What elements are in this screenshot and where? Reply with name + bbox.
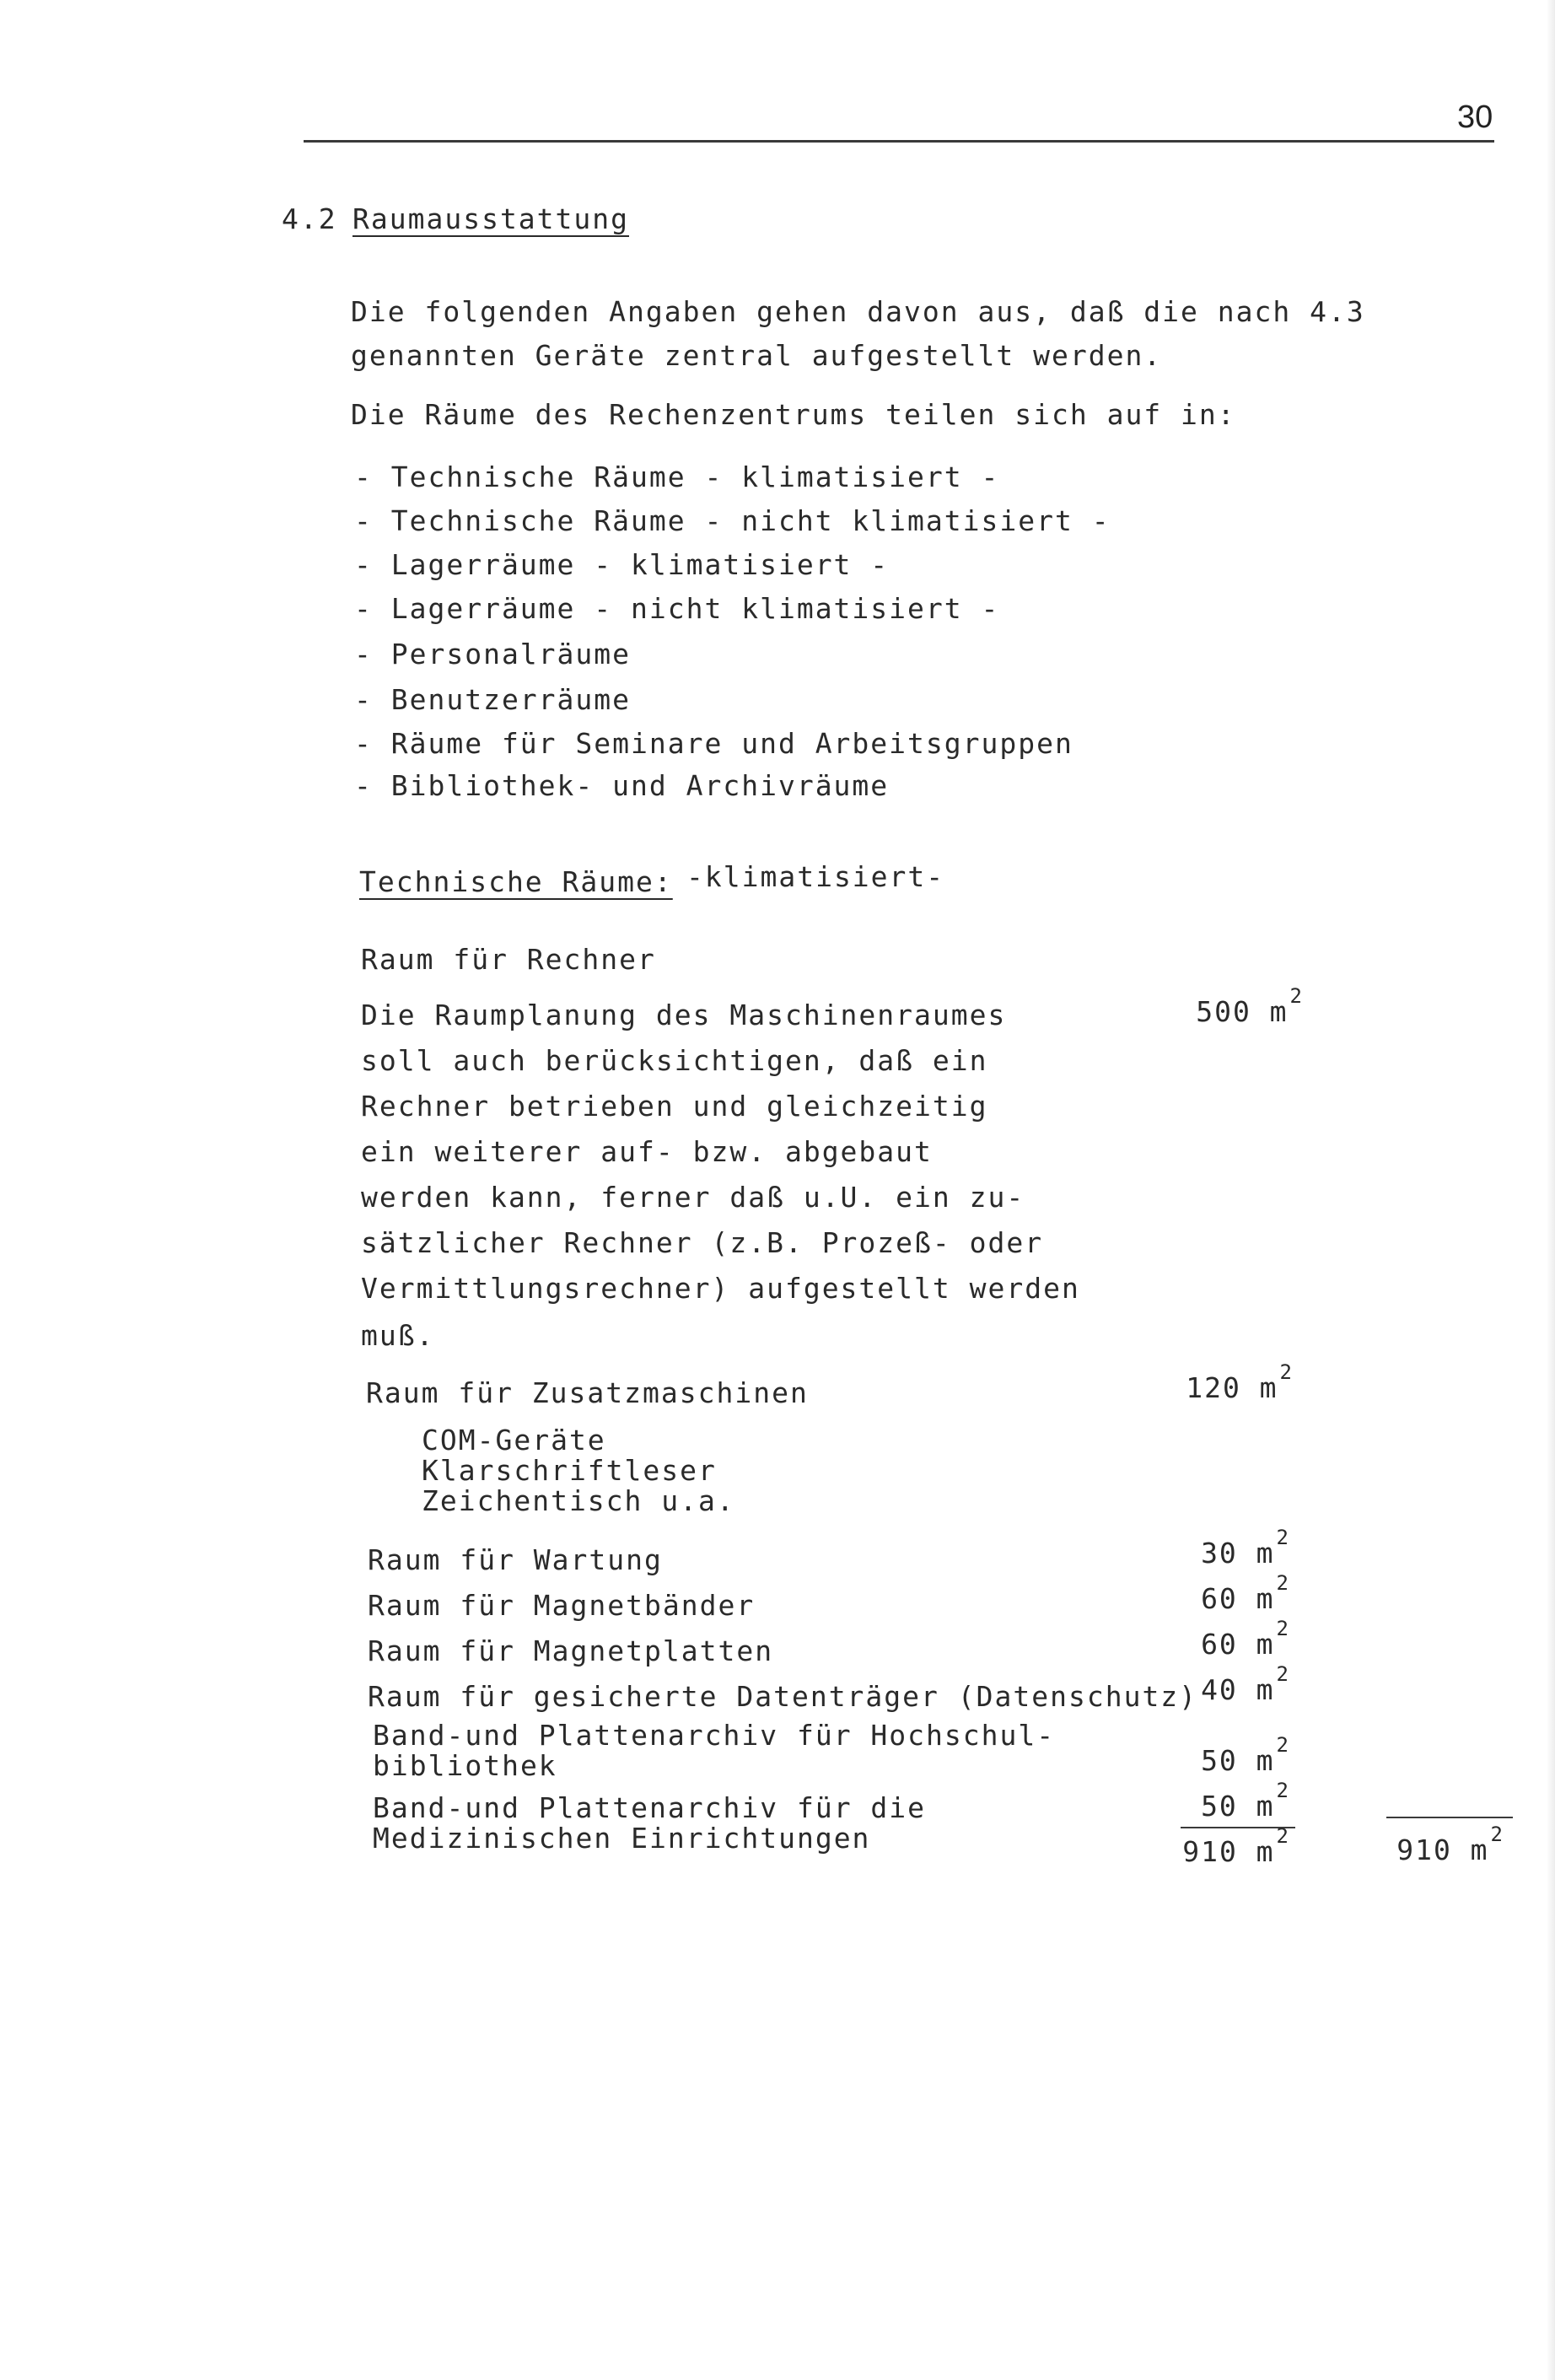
room-area: 60 $m^2$ — [1201, 1617, 1290, 1661]
room-label: Raum für Magnetbänder — [368, 1589, 756, 1622]
category-item: - Technische Räume - nicht klimatisiert - — [354, 504, 1111, 537]
unit-exponent: 2 — [1276, 1526, 1290, 1549]
room-area: 40 $m^2$ — [1201, 1662, 1290, 1706]
zusatz-item: Zeichentisch u.a. — [422, 1484, 735, 1517]
rechner-description-line: muß. — [361, 1319, 435, 1352]
zusatz-area: 120 $m^2$ — [1186, 1360, 1294, 1404]
rechner-area: 500 $m^2$ — [1196, 984, 1304, 1028]
rechner-description-line: Rechner betrieben und gleichzeitig — [361, 1090, 988, 1123]
archive-label-line: bibliothek — [373, 1749, 557, 1782]
section-number: 4.2 — [282, 202, 337, 235]
room-area: 60 $m^2$ — [1201, 1571, 1290, 1615]
zusatz-title: Raum für Zusatzmaschinen — [366, 1376, 809, 1409]
section-title: Raumausstattung — [352, 202, 630, 235]
category-item: - Bibliothek- und Archivräume — [354, 769, 890, 802]
total-rule — [1386, 1817, 1513, 1818]
division-intro: Die Räume des Rechenzentrums teilen sich auf in: — [351, 398, 1236, 431]
category-item: - Technische Räume - klimatisiert - — [354, 460, 1000, 493]
category-item: - Räume für Seminare und Arbeitsgruppen — [354, 727, 1073, 760]
rechner-description-line: werden kann, ferner daß u.U. ein zu- — [361, 1181, 1025, 1214]
unit-exponent: 2 — [1490, 1823, 1504, 1846]
archive-label-line: Band-und Plattenarchiv für Hochschul- — [373, 1719, 1056, 1752]
rechner-description-line: ein weiterer auf- bzw. abgebaut — [361, 1135, 933, 1168]
room-label: Raum für gesicherte Datenträger (Datenschutz) — [368, 1680, 1198, 1713]
zusatz-item: Klarschriftleser — [422, 1454, 717, 1487]
category-item: - Lagerräume - nicht klimatisiert - — [354, 592, 1000, 625]
room-area: 30 $m^2$ — [1201, 1526, 1290, 1570]
unit-exponent: 2 — [1276, 1662, 1290, 1686]
unit-exponent: 2 — [1276, 1617, 1290, 1640]
total-area: 910 $m^2$ — [1396, 1823, 1504, 1866]
zusatz-item: COM-Geräte — [422, 1424, 606, 1457]
room-label: Raum für Magnetplatten — [368, 1634, 774, 1667]
page-number: 30 — [1457, 100, 1493, 135]
archive-label-line: Medizinischen Einrichtungen — [373, 1822, 871, 1855]
unit-exponent: 2 — [1289, 984, 1304, 1008]
unit-exponent: 2 — [1276, 1779, 1290, 1802]
category-item: - Lagerräume - klimatisiert - — [354, 548, 890, 581]
unit-exponent: 2 — [1276, 1571, 1290, 1595]
category-item: - Personalräume — [354, 638, 632, 670]
archive-area: 50 $m^2$ — [1201, 1779, 1290, 1823]
subsection-heading: Technische Räume: — [359, 865, 673, 898]
intro-line-2: genannten Geräte zentral aufgestellt werden. — [351, 339, 1163, 372]
rechner-description-line: Die Raumplanung des Maschinenraumes — [361, 999, 1007, 1031]
unit-exponent: 2 — [1276, 1733, 1290, 1757]
category-item: - Benutzerräume — [354, 683, 632, 716]
rechner-title: Raum für Rechner — [361, 943, 656, 976]
archive-area: 50 $m^2$ — [1201, 1733, 1290, 1777]
rechner-description-line: sätzlicher Rechner (z.B. Prozeß- oder — [361, 1226, 1044, 1259]
subtotal-area: 910 $m^2$ — [1182, 1824, 1290, 1868]
intro-line-1: Die folgenden Angaben gehen davon aus, daß die nach 4.3 — [351, 295, 1365, 328]
unit-exponent: 2 — [1276, 1824, 1290, 1848]
subsection-qualifier: -klimatisiert- — [686, 860, 945, 893]
room-label: Raum für Wartung — [368, 1543, 663, 1576]
rechner-description-line: Vermittlungsrechner) aufgestellt werden — [361, 1272, 1080, 1305]
archive-label-line: Band-und Plattenarchiv für die — [373, 1791, 927, 1824]
unit-exponent: 2 — [1279, 1360, 1294, 1384]
header-rule — [304, 140, 1494, 143]
rechner-description-line: soll auch berücksichtigen, daß ein — [361, 1044, 988, 1077]
page-edge-shadow — [1547, 0, 1555, 2380]
